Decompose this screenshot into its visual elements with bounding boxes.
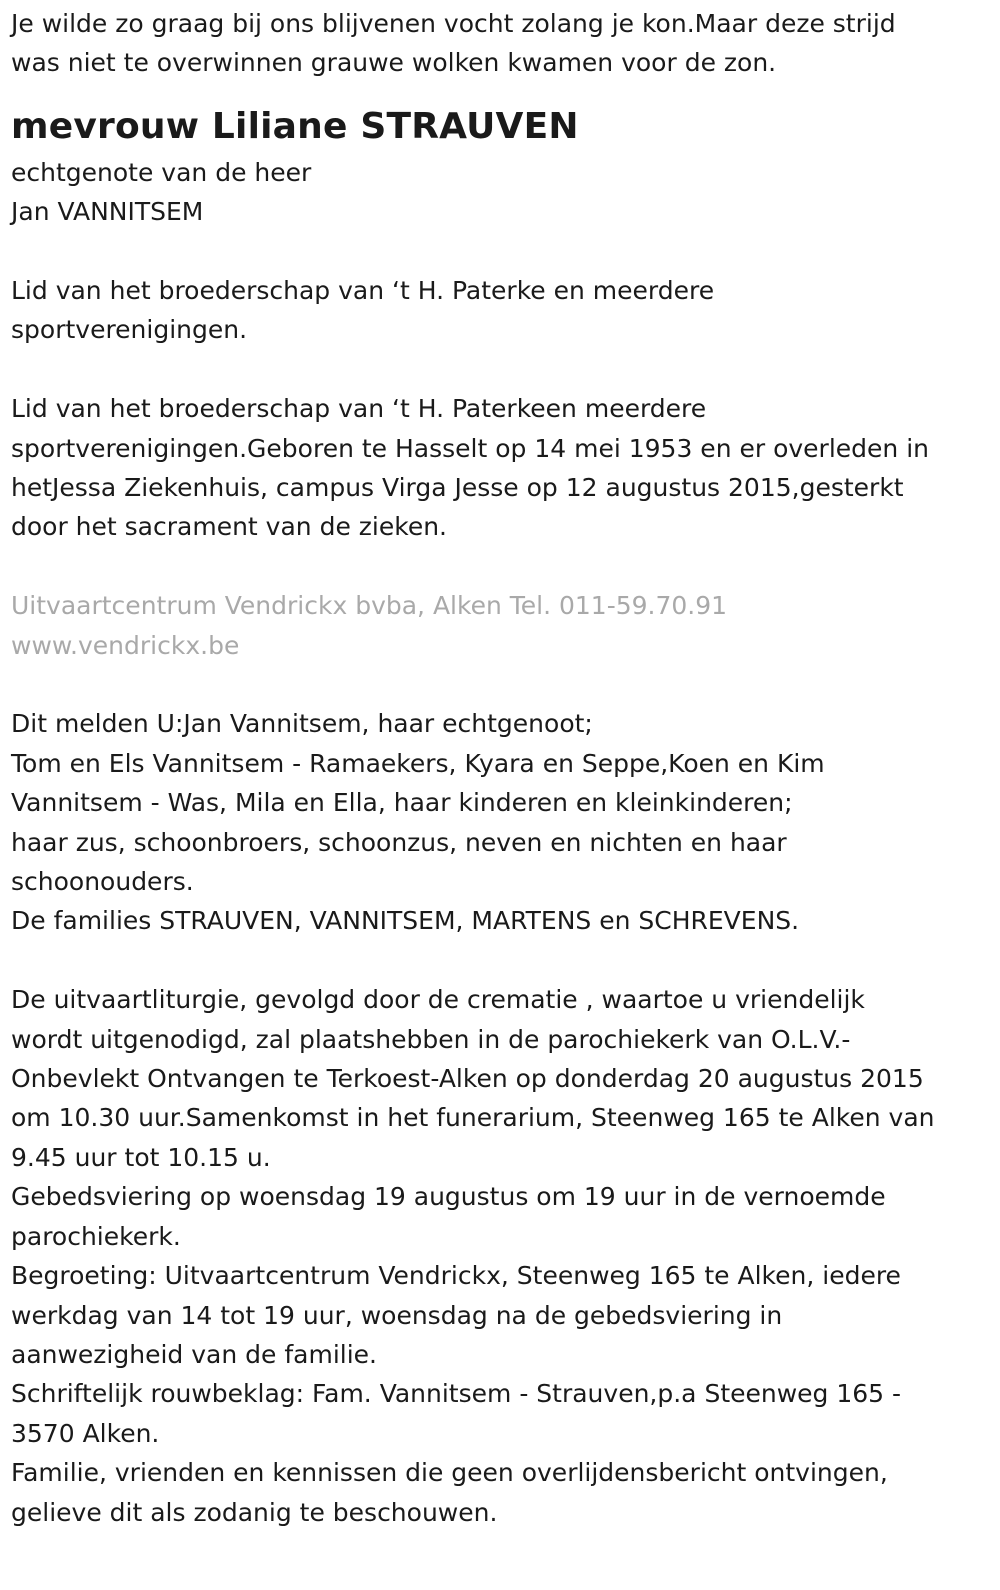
family-line: schoonouders. <box>11 867 194 897</box>
biography-paragraph <box>11 389 991 547</box>
spacer <box>11 665 991 704</box>
spouse-info <box>11 153 991 232</box>
ceremony-line: Onbevlekt Ontvangen te Terkoest-Alken op donderdag 20 augustus 2015 <box>11 1064 924 1094</box>
ceremony-line: 9.45 uur tot 10.15 u. <box>11 1142 271 1172</box>
ceremony-paragraph <box>11 980 991 1532</box>
ceremony-line: werkdag van 14 tot 19 uur, woensdag na de gebedsviering in <box>11 1300 783 1330</box>
biography-line: sportverenigingen.Geboren te Hasselt op 14 mei 1953 en er overleden in <box>11 433 929 463</box>
spacer <box>11 547 991 586</box>
family-line: De families STRAUVEN, VANNITSEM, MARTENS en SCHREVENS. <box>11 906 800 936</box>
funeral-home-website: www.vendrickx.be <box>11 630 240 660</box>
biography-line: door het sacrament van de zieken. <box>11 512 447 542</box>
ceremony-line: gelieve dit als zodanig te beschouwen. <box>11 1497 498 1527</box>
deceased-name: mevrouw Liliane STRAUVEN <box>11 105 579 147</box>
spacer <box>11 350 991 389</box>
membership-paragraph <box>11 271 991 350</box>
spouse-line: Jan VANNITSEM <box>11 197 204 227</box>
funeral-home-info <box>11 586 991 665</box>
biography-line: Lid van het broederschap van ‘t H. Paterkeen meerdere <box>11 394 707 424</box>
ceremony-line: om 10.30 uur.Samenkomst in het funerarium, Steenweg 165 te Alken van <box>11 1103 935 1133</box>
intro-line: was niet te overwinnen grauwe wolken kwamen voor de zon. <box>11 48 777 78</box>
ceremony-line: Begroeting: Uitvaartcentrum Vendrickx, Steenweg 165 te Alken, iedere <box>11 1261 901 1291</box>
spouse-line: echtgenote van de heer <box>11 157 312 187</box>
ceremony-line: Schriftelijk rouwbeklag: Fam. Vannitsem - Strauven,p.a Steenweg 165 - <box>11 1379 902 1409</box>
membership-line: Lid van het broederschap van ‘t H. Paterke en meerdere <box>11 276 715 306</box>
ceremony-line: De uitvaartliturgie, gevolgd door de crematie , waartoe u vriendelijk <box>11 985 865 1015</box>
ceremony-line: Familie, vrienden en kennissen die geen overlijdensbericht ontvingen, <box>11 1458 888 1488</box>
intro-verse <box>11 4 991 83</box>
membership-line: sportverenigingen. <box>11 315 248 345</box>
ceremony-line: parochiekerk. <box>11 1221 181 1251</box>
ceremony-line: wordt uitgenodigd, zal plaatshebben in de parochiekerk van O.L.V.- <box>11 1024 851 1054</box>
biography-line: hetJessa Ziekenhuis, campus Virga Jesse op 12 augustus 2015,gesterkt <box>11 473 904 503</box>
spacer <box>11 941 991 980</box>
ceremony-line: aanwezigheid van de familie. <box>11 1339 377 1369</box>
ceremony-line: 3570 Alken. <box>11 1418 160 1448</box>
family-paragraph <box>11 704 991 940</box>
family-line: Dit melden U:Jan Vannitsem, haar echtgenoot; <box>11 709 593 739</box>
spacer <box>11 232 991 271</box>
family-line: Tom en Els Vannitsem - Ramaekers, Kyara en Seppe,Koen en Kim <box>11 748 825 778</box>
intro-line: Je wilde zo graag bij ons blijvenen vocht zolang je kon.Maar deze strijd <box>11 9 896 38</box>
funeral-home-contact: Uitvaartcentrum Vendrickx bvba, Alken Tel. 011-59.70.91 <box>11 591 728 621</box>
ceremony-line: Gebedsviering op woensdag 19 augustus om 19 uur in de vernoemde <box>11 1182 886 1212</box>
family-line: haar zus, schoonbroers, schoonzus, neven en nichten en haar <box>11 827 787 857</box>
family-line: Vannitsem - Was, Mila en Ella, haar kinderen en kleinkinderen; <box>11 788 793 818</box>
